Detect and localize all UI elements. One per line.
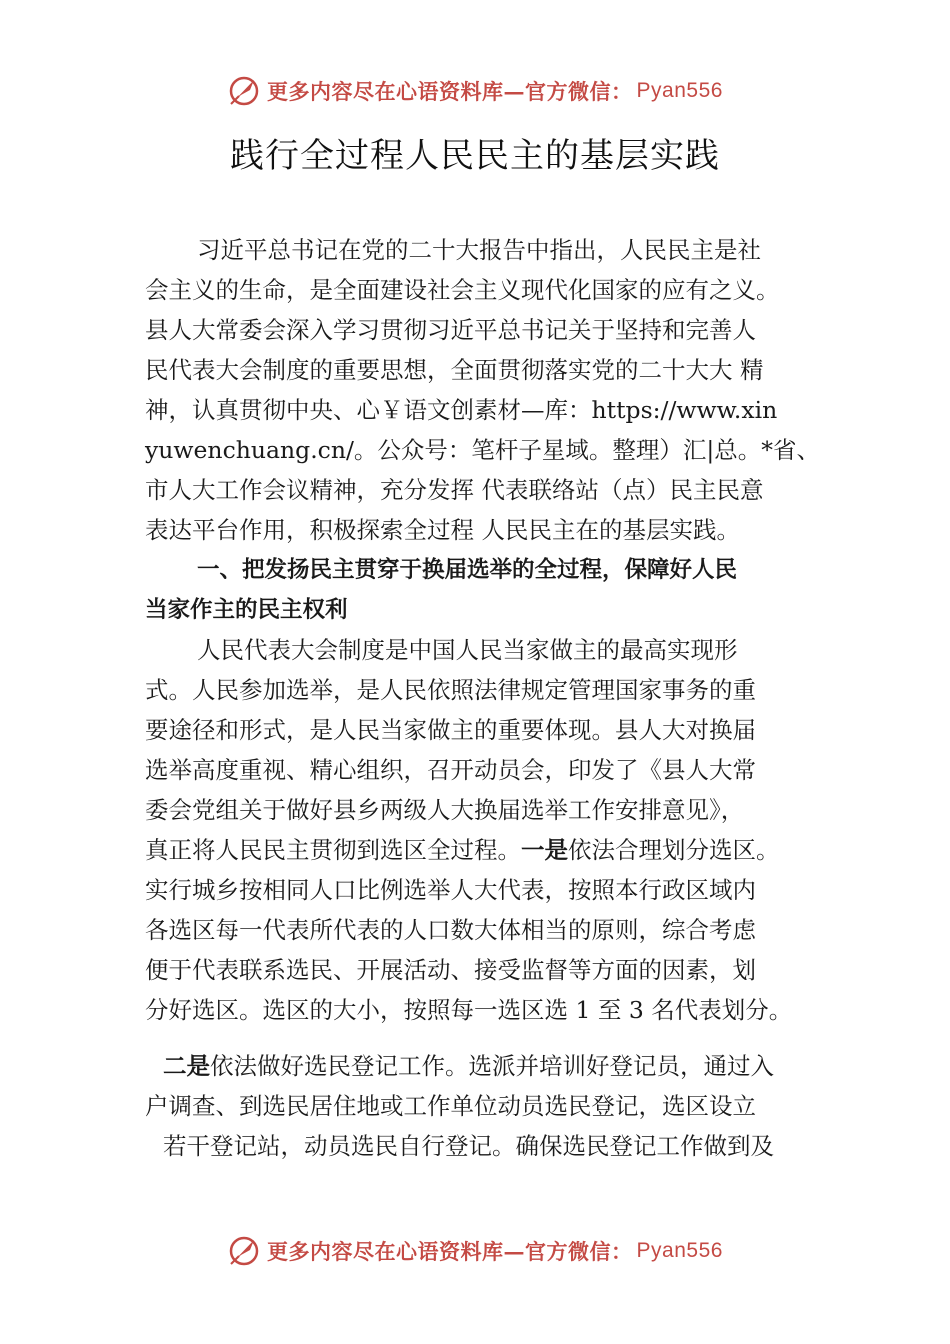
paragraph-text: 依法做好选民登记工作。选派并培训好登记员，通过入 — [210, 1052, 774, 1080]
document-body — [145, 230, 845, 1166]
section-heading: 一、把发扬民主贯穿于换届选举的全过程，保障好人民 — [197, 557, 738, 583]
paragraph-line: 要途径和形式，是人民当家做主的重要体现。县人大对换届 — [145, 716, 756, 744]
paragraph-line: yuwenchuang.cn/。公众号：笔杆子星域。整理）汇|总。*省、 — [145, 436, 821, 464]
footer-banner-handle: Pyan556 — [636, 1239, 723, 1262]
section-heading: 当家作主的民主权利 — [145, 597, 348, 623]
header-banner — [0, 74, 950, 108]
footer-banner — [0, 1234, 950, 1268]
quill-pen-logo-icon — [227, 74, 261, 108]
footer-banner-text: 更多内容尽在心语资料库—官方微信： — [267, 1239, 633, 1264]
paragraph-line — [145, 830, 845, 870]
paragraph-line: 各选区每一代表所代表的人口数大体相当的原则，综合考虑 — [145, 916, 756, 944]
paragraph-line: 若干登记站，动员选民自行登记。确保选民登记工作做到及 — [163, 1132, 774, 1160]
paragraph-line: 县人大常委会深入学习贯彻习近平总书记关于坚持和完善人 — [145, 316, 756, 344]
paragraph-line: 委会党组关于做好县乡两级人大换届选举工作安排意见》， — [145, 796, 745, 824]
paragraph-line: 民代表大会制度的重要思想，全面贯彻落实党的二十大大 精 — [145, 356, 764, 384]
bold-marker: 一是 — [521, 836, 568, 864]
paragraph-line: 分好选区。选区的大小，按照每一选区选 1 至 3 名代表划分。 — [145, 996, 793, 1024]
header-banner-text: 更多内容尽在心语资料库—官方微信： — [267, 79, 633, 104]
paragraph-line: 会主义的生命，是全面建设社会主义现代化国家的应有之义。 — [145, 276, 780, 304]
bold-marker: 二是 — [163, 1052, 210, 1080]
paragraph-line: 表达平台作用，积极探索全过程 人民民主在的基层实践。 — [145, 516, 740, 544]
document-title: 践行全过程人民民主的基层实践 — [230, 136, 720, 176]
paragraph-line: 市人大工作会议精神，充分发挥 代表联络站（点）民主民意 — [145, 476, 764, 504]
header-banner-handle: Pyan556 — [636, 79, 723, 102]
paragraph-text: 真正将人民民主贯彻到选区全过程。 — [145, 836, 521, 864]
paragraph-line: 便于代表联系选民、开展活动、接受监督等方面的因素，划 — [145, 956, 756, 984]
paragraph-line: 习近平总书记在党的二十大报告中指出，人民民主是社 — [197, 236, 761, 264]
quill-pen-logo-icon — [227, 1234, 261, 1268]
paragraph-line: 人民代表大会制度是中国人民当家做主的最高实现形 — [197, 636, 738, 664]
paragraph-line: 神，认真贯彻中央、心￥语文创素材—库：https://www.xin — [145, 396, 778, 424]
paragraph-text: 依法合理划分选区。 — [568, 836, 780, 864]
paragraph-line — [145, 1046, 845, 1086]
paragraph-line: 户调查、到选民居住地或工作单位动员选民登记，选区设立 — [145, 1092, 756, 1120]
paragraph-line: 选举高度重视、精心组织，召开动员会，印发了《县人大常 — [145, 756, 756, 784]
paragraph-line: 实行城乡按相同人口比例选举人大代表，按照本行政区域内 — [145, 876, 756, 904]
paragraph-line: 式。人民参加选举，是人民依照法律规定管理国家事务的重 — [145, 676, 756, 704]
